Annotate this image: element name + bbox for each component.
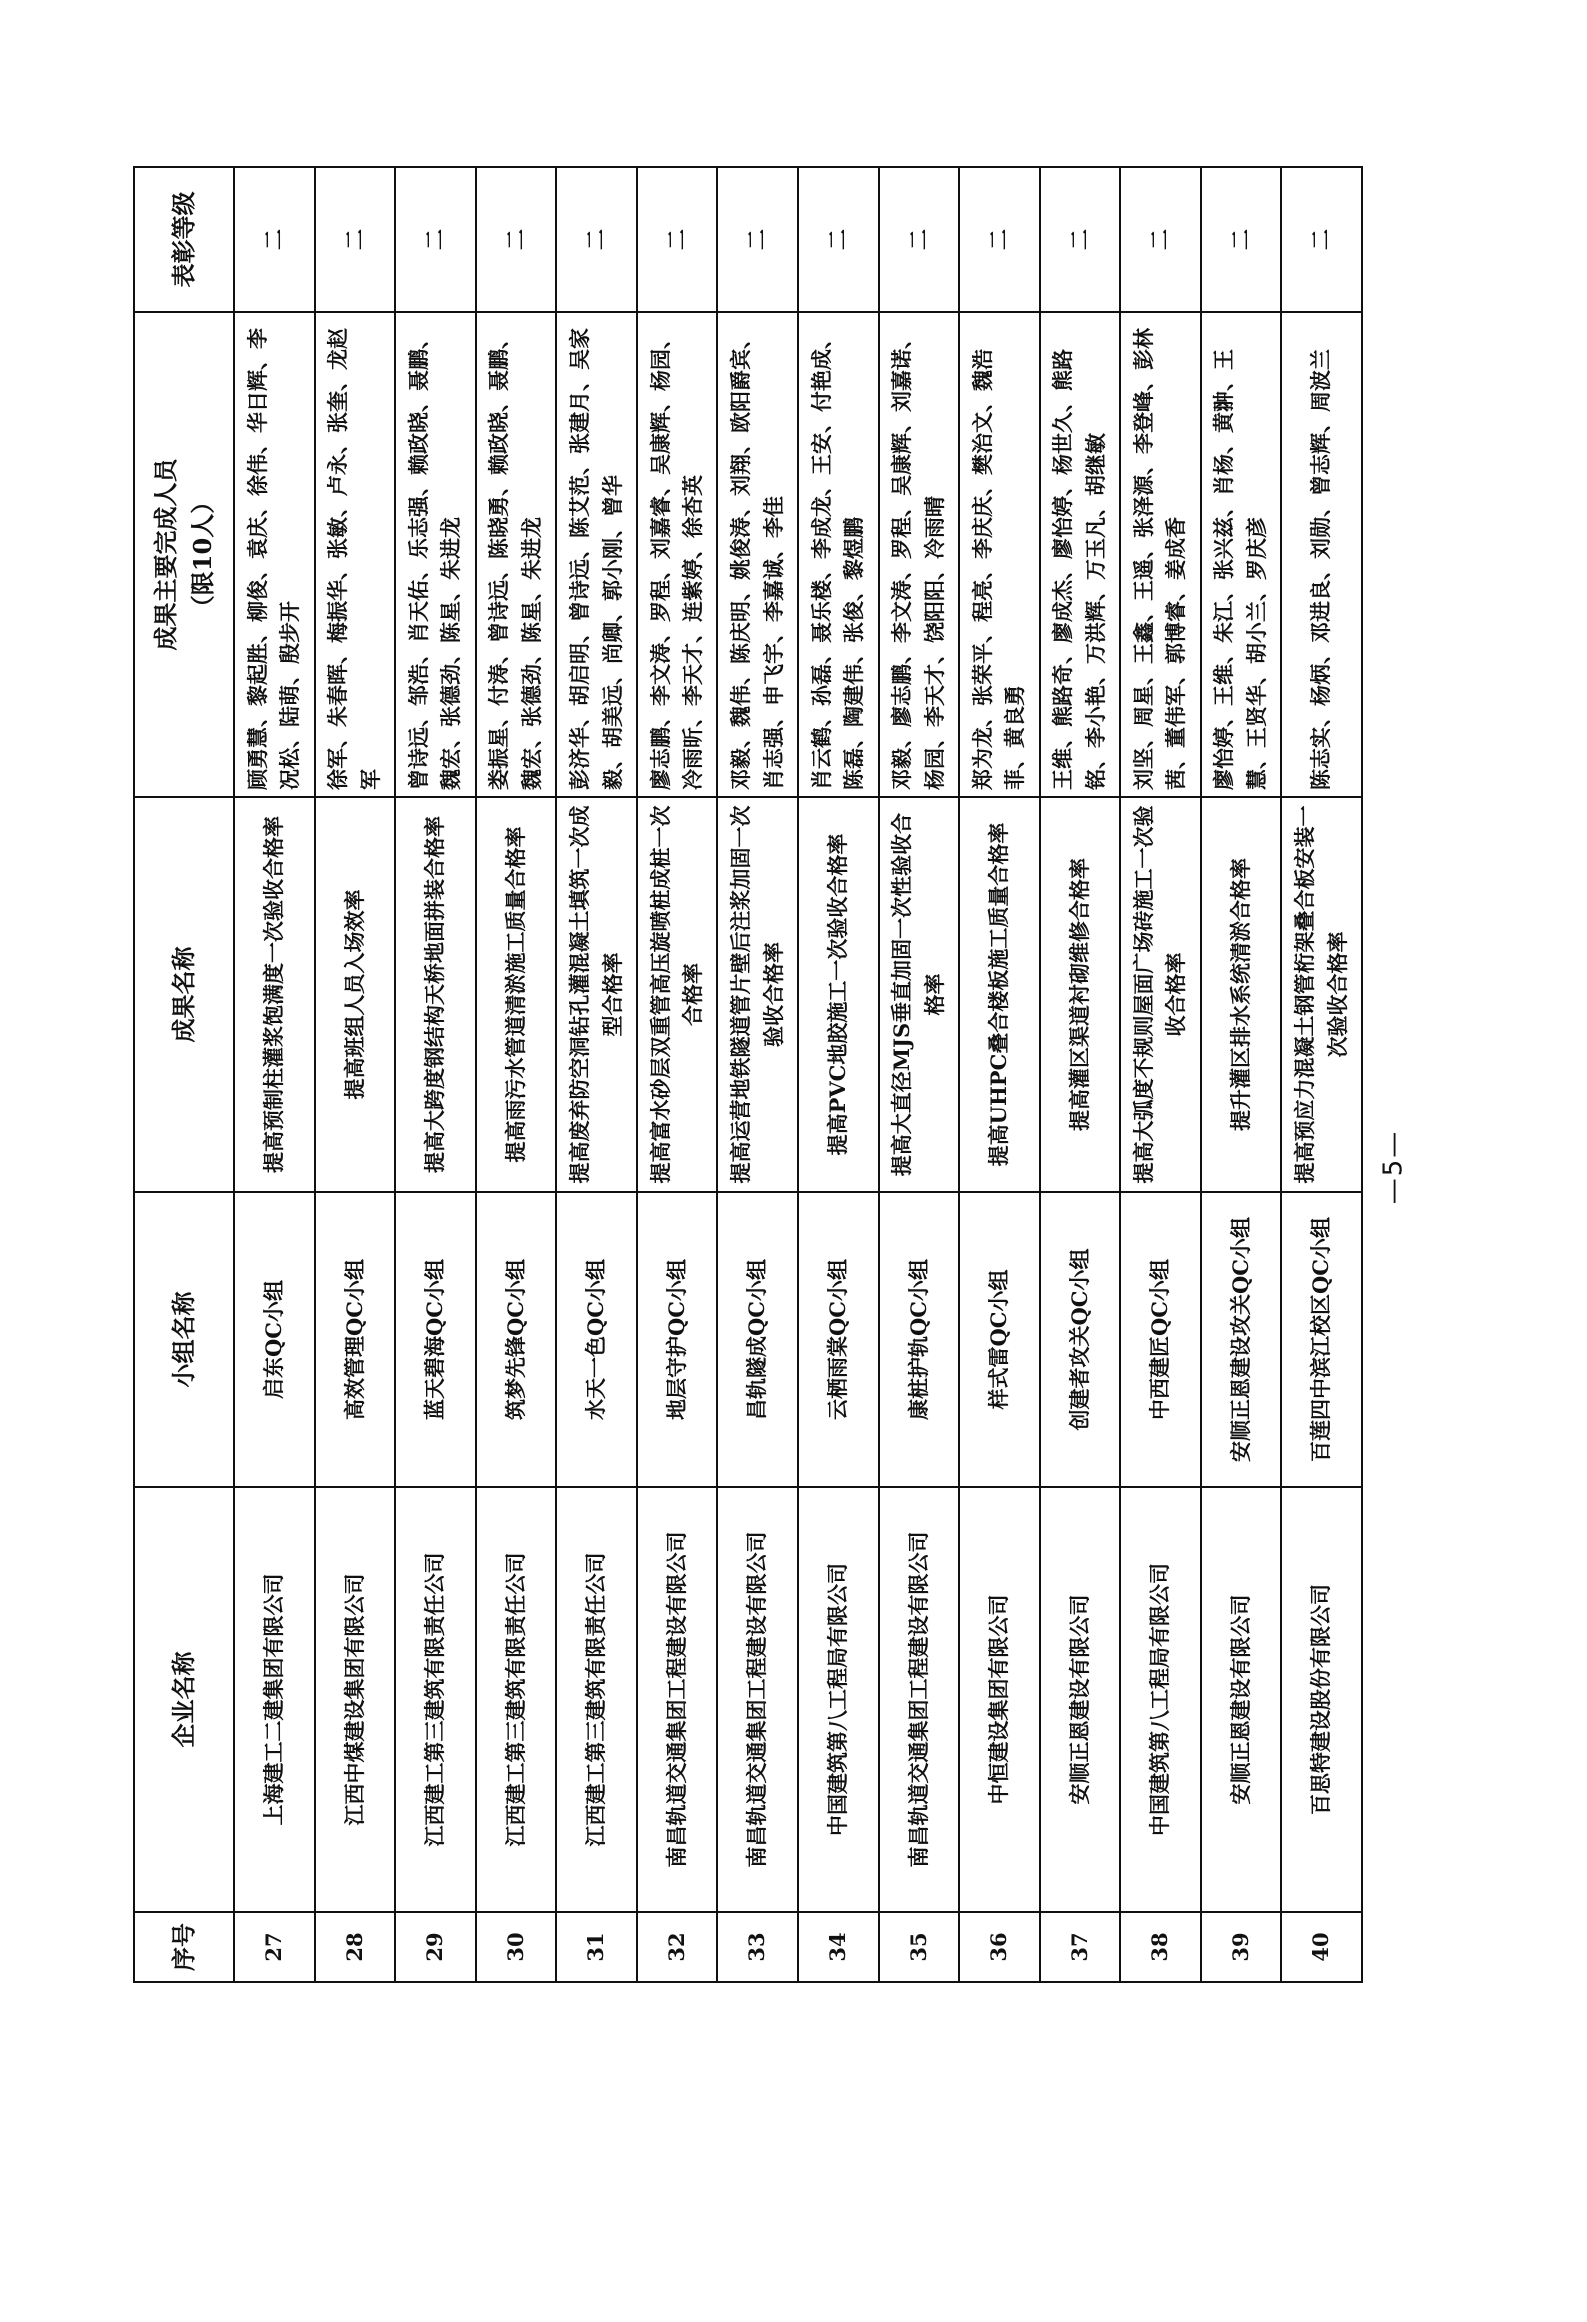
cell-members: 王维、熊路奇、廖成杰、廖怡婷、杨世久、熊路铭、李小艳、万洪辉、万玉凡、胡继敏 [1040,312,1121,797]
table-row [1201,167,1282,1982]
cell-members: 顾勇慧、黎起胜、柳俊、袁庆、徐伟、华日辉、李况松、陆萌、殷步开 [234,312,315,797]
cell-company: 南昌轨道交通集团工程建设有限公司 [879,1487,960,1912]
cell-seq: 32 [637,1912,718,1982]
cell-seq: 36 [959,1912,1040,1982]
cell-members: 曾诗远、邹浩、肖天佑、乐志强、赖政晓、聂鹏、魏宏、张德劲、陈星、朱进龙 [395,312,476,797]
cell-seq: 37 [1040,1912,1121,1982]
cell-members: 彭济华、胡启明、曾诗远、陈艾范、张建月、吴家毅、胡美远、尚卿、郭小刚、曾华 [556,312,637,797]
cell-company: 南昌轨道交通集团工程建设有限公司 [717,1487,798,1912]
cell-seq: 38 [1120,1912,1201,1982]
cell-seq: 35 [879,1912,960,1982]
cell-group: 创建者攻关QC小组 [1040,1192,1121,1487]
cell-company: 中国建筑第八工程局有限公司 [1120,1487,1201,1912]
cell-result: 提高雨污水管道清淤施工质量合格率 [476,797,557,1192]
cell-seq: 33 [717,1912,798,1982]
header-members [134,312,234,797]
cell-seq: 39 [1201,1912,1282,1982]
cell-members: 廖怡婷、王维、朱江、张兴兹、肖杨、黄翀、王慧、王贤华、胡小兰、罗庆彦 [1201,312,1282,797]
rotated-table-container [133,168,1363,1983]
table-row [395,167,476,1982]
cell-level: 二 [556,167,637,312]
cell-result: 提高预制柱灌浆饱满度一次验收合格率 [234,797,315,1192]
table-row [1040,167,1121,1982]
cell-seq: 34 [798,1912,879,1982]
cell-members: 邓毅、魏伟、陈庆明、姚俊涛、刘翔、欧阳爵宾、肖志强、申飞宇、李嘉诚、李佳 [717,312,798,797]
header-level: 表彰等级 [134,167,234,312]
header-result: 成果名称 [134,797,234,1192]
cell-members: 郑为龙、张荣平、程亮、李庆庆、樊治文、魏浩菲、黄良勇 [959,312,1040,797]
cell-group: 中西建匠QC小组 [1120,1192,1201,1487]
page-number: —5— [1378,1129,1409,1205]
header-members-limit: （限10人） [188,489,217,620]
cell-result: 提高预应力混凝土钢管桁架叠合板安装一次验收合格率 [1281,797,1362,1192]
cell-group: 昌轨隧成QC小组 [717,1192,798,1487]
cell-level: 二 [1120,167,1201,312]
cell-seq: 31 [556,1912,637,1982]
cell-group: 康桩护轨QC小组 [879,1192,960,1487]
table-row [879,167,960,1982]
cell-result: 提高富水砂层双重管高压旋喷桩成桩一次合格率 [637,797,718,1192]
cell-seq: 30 [476,1912,557,1982]
cell-level: 二 [717,167,798,312]
cell-result: 提升灌区排水系统清淤合格率 [1201,797,1282,1192]
cell-company: 江西中煤建设集团有限公司 [315,1487,396,1912]
cell-group: 安顺正恩建设攻关QC小组 [1201,1192,1282,1487]
header-company: 企业名称 [134,1487,234,1912]
cell-company: 安顺正恩建设有限公司 [1040,1487,1121,1912]
table-row [556,167,637,1982]
cell-level: 二 [395,167,476,312]
cell-result: 提高UHPC叠合楼板施工质量合格率 [959,797,1040,1192]
cell-result: 提高大跨度钢结构天桥地面拼装合格率 [395,797,476,1192]
cell-level: 二 [1281,167,1362,312]
cell-company: 中恒建设集团有限公司 [959,1487,1040,1912]
cell-members: 陈志实、杨炳、邓进良、刘勋、曾志辉、周波兰 [1281,312,1362,797]
cell-level: 二 [315,167,396,312]
table-row [1281,167,1362,1982]
cell-result: 提高大直径MJS垂直加固一次性验收合格率 [879,797,960,1192]
cell-company: 江西建工第三建筑有限责任公司 [395,1487,476,1912]
cell-seq: 40 [1281,1912,1362,1982]
table-row [798,167,879,1982]
table-row [959,167,1040,1982]
cell-level: 二 [798,167,879,312]
cell-result: 提高班组人员入场效率 [315,797,396,1192]
cell-members: 刘坚、周星、王鑫、王遥、张泽源、李登峰、彭林茜、董伟军、郭博睿、姜成香 [1120,312,1201,797]
table-row [717,167,798,1982]
cell-result: 提高灌区渠道衬砌维修合格率 [1040,797,1121,1192]
cell-members: 邓毅、廖志鹏、李文涛、罗程、吴康辉、刘嘉诺、杨园、李天才、饶阳阳、冷雨晴 [879,312,960,797]
table-row [476,167,557,1982]
cell-group: 百莲四中滨江校区QC小组 [1281,1192,1362,1487]
header-seq: 序号 [134,1912,234,1982]
cell-company: 安顺正恩建设有限公司 [1201,1487,1282,1912]
cell-result: 提高PVC地胶施工一次验收合格率 [798,797,879,1192]
table-body [234,167,1362,1982]
cell-level: 二 [476,167,557,312]
cell-members: 娄振星、付涛、曾诗远、陈晓勇、赖政晓、聂鹏、魏宏、张德劲、陈星、朱进龙 [476,312,557,797]
results-table [133,166,1363,1983]
cell-level: 二 [1040,167,1121,312]
cell-group: 云栖雨棠QC小组 [798,1192,879,1487]
cell-members: 徐军、朱春晖、梅振华、张敏、卢永、张奎、龙赵军 [315,312,396,797]
cell-company: 百思特建设股份有限公司 [1281,1487,1362,1912]
cell-level: 二 [959,167,1040,312]
cell-level: 二 [1201,167,1282,312]
cell-seq: 29 [395,1912,476,1982]
cell-group: 筑梦先锋QC小组 [476,1192,557,1487]
cell-members: 廖志鹏、李文涛、罗程、刘嘉睿、吴康辉、杨园、冷雨昕、李天才、连紫婷、徐杏英 [637,312,718,797]
cell-result: 提高大弧度不规则屋面广场砖施工一次验收合格率 [1120,797,1201,1192]
cell-seq: 28 [315,1912,396,1982]
cell-seq: 27 [234,1912,315,1982]
cell-company: 南昌轨道交通集团工程建设有限公司 [637,1487,718,1912]
cell-company: 中国建筑第八工程局有限公司 [798,1487,879,1912]
table-row [315,167,396,1982]
header-members-title: 成果主要完成人员 [150,458,180,651]
cell-group: 地层守护QC小组 [637,1192,718,1487]
cell-group: 水天一色QC小组 [556,1192,637,1487]
cell-result: 提高运营地铁隧道管片壁后注浆加固一次验收合格率 [717,797,798,1192]
cell-result: 提高废弃防空洞钻孔灌混凝土填筑一次成型合格率 [556,797,637,1192]
cell-level: 二 [234,167,315,312]
cell-level: 二 [637,167,718,312]
cell-members: 肖云鹤、孙磊、聂乐楼、李成龙、王安、付艳成、陈磊、陶建伟、张俊、黎煜鹏 [798,312,879,797]
cell-company: 上海建工二建集团有限公司 [234,1487,315,1912]
table-row [234,167,315,1982]
table-row [637,167,718,1982]
table-row [1120,167,1201,1982]
cell-group: 启东QC小组 [234,1192,315,1487]
cell-group: 样式雷QC小组 [959,1192,1040,1487]
cell-group: 高效管理QC小组 [315,1192,396,1487]
cell-company: 江西建工第三建筑有限责任公司 [476,1487,557,1912]
cell-group: 蓝天碧海QC小组 [395,1192,476,1487]
cell-company: 江西建工第三建筑有限责任公司 [556,1487,637,1912]
cell-level: 二 [879,167,960,312]
header-group: 小组名称 [134,1192,234,1487]
